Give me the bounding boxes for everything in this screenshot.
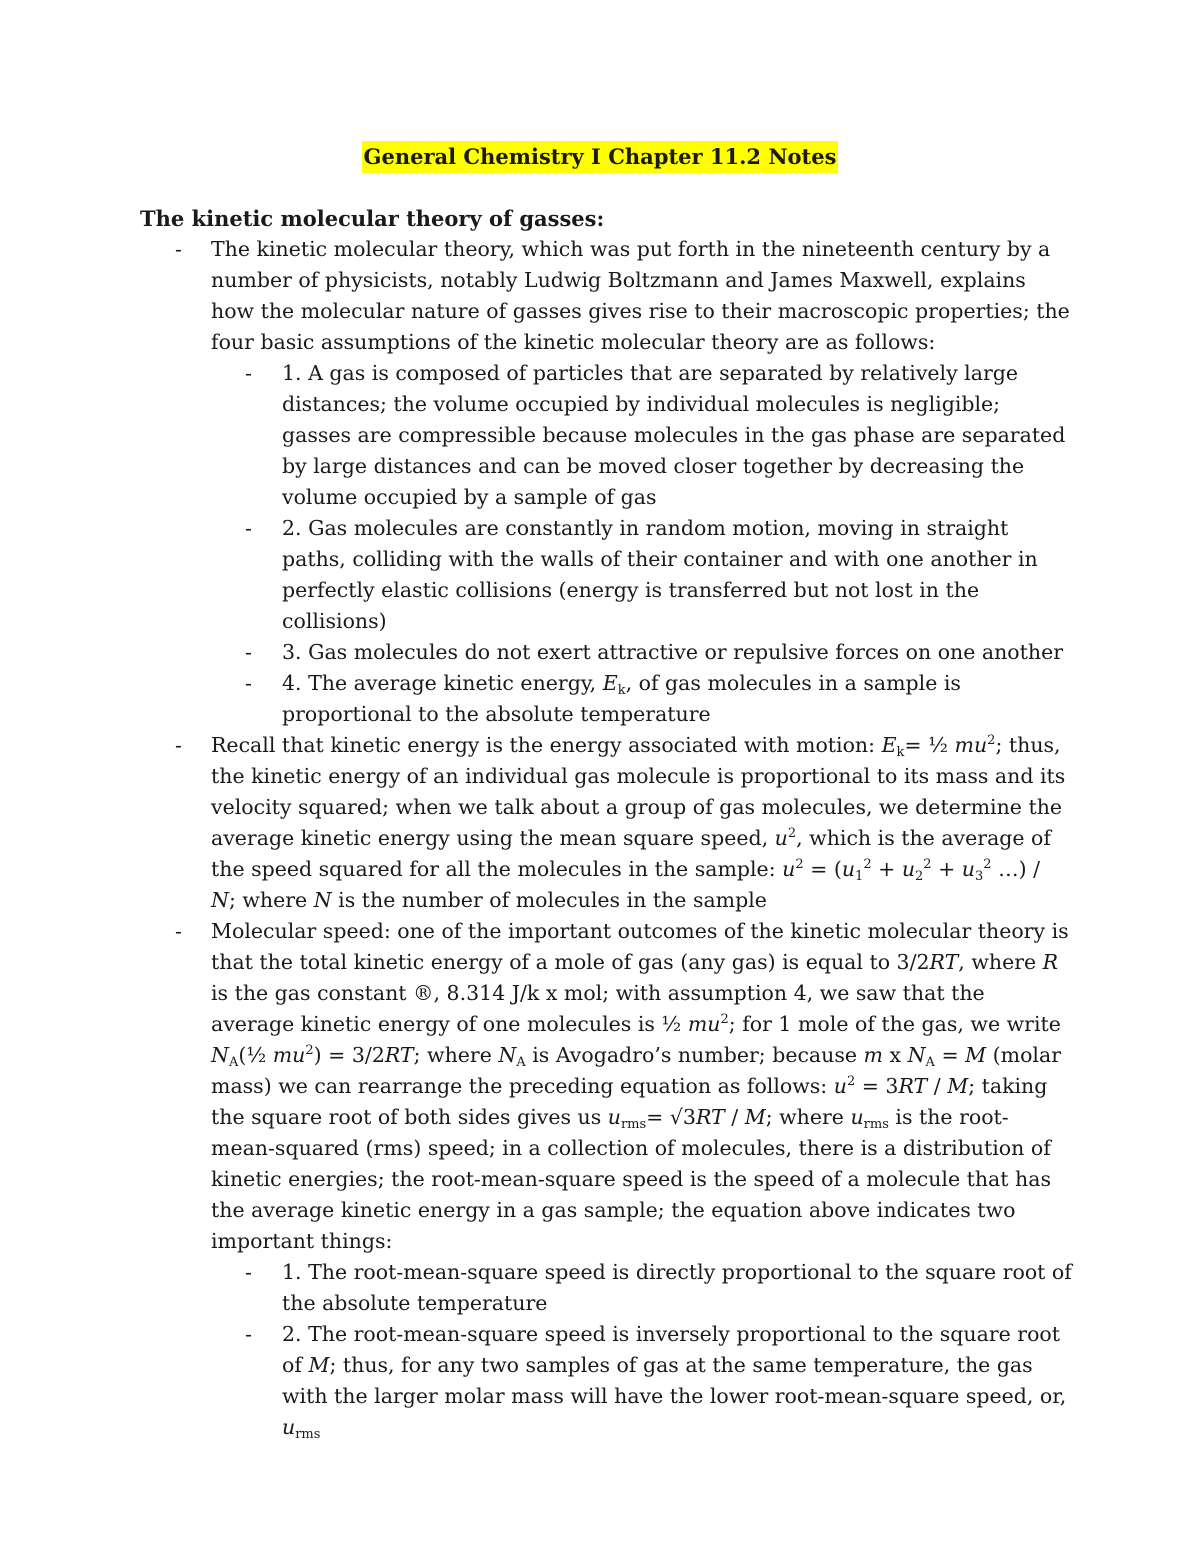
section-heading: The kinetic molecular theory of gasses:	[140, 206, 605, 231]
superscript-2: 2	[795, 857, 804, 872]
symbol-RT: RT	[898, 1074, 928, 1098]
implication-2	[245, 1319, 1072, 1443]
symbol-R: R	[1042, 950, 1059, 974]
bullet-dash: -	[175, 919, 182, 943]
bullet-dash: -	[175, 237, 182, 261]
superscript-2: 2	[305, 1043, 314, 1058]
bullet-dash: -	[245, 671, 252, 695]
assumption-4	[245, 668, 1072, 730]
text-run: = (	[803, 857, 842, 881]
symbol-mu: mu	[954, 733, 988, 757]
text-run: +	[871, 857, 902, 881]
symbol-M: M	[744, 1105, 766, 1129]
implication-text: 1. The root-mean-square speed is directly proportional to the square root of the absolute temperature	[282, 1260, 1072, 1315]
text-run: ; where	[413, 1043, 499, 1067]
text-run: /	[724, 1105, 745, 1129]
symbol-RT: RT	[695, 1105, 725, 1129]
superscript-2: 2	[787, 826, 797, 841]
superscript-2: 2	[846, 1074, 856, 1089]
text-run: Recall that kinetic energy is the energy associated with motion:	[211, 733, 882, 757]
bullet-intro	[175, 234, 1071, 358]
symbol-E: E	[881, 733, 897, 757]
symbol-M: M	[947, 1074, 969, 1098]
bullet-dash: -	[175, 733, 182, 757]
assumption-1	[245, 358, 1072, 513]
subscript-k: k	[617, 683, 626, 698]
text-run: is the gas constant ®, 8.314 J/k x mol; with assumption 4, we saw that the average kinetic energy of one molecules is ½	[211, 981, 985, 1036]
bullet-recall	[175, 730, 1071, 916]
symbol-mu: mu	[272, 1043, 306, 1067]
symbol-RT: RT	[929, 950, 959, 974]
text-run: is the number of molecules in the sample	[331, 888, 767, 912]
symbol-u: u	[607, 1105, 621, 1129]
symbol-u: u	[841, 857, 856, 881]
bullet-dash: -	[245, 640, 252, 664]
text-run: = ½	[904, 733, 955, 757]
assumption-2	[245, 513, 1072, 637]
text-run: , which is the average of the speed squared for all the molecules in the sample:	[211, 826, 1051, 881]
assumption-3	[245, 637, 1072, 668]
symbol-E: E	[602, 671, 618, 695]
text-run: ; where	[765, 1105, 851, 1129]
text-run: 2. The root-mean-square speed is inversely proportional to the square root of	[282, 1322, 1060, 1377]
text-run: = √3	[646, 1105, 696, 1129]
text-run: /	[927, 1074, 948, 1098]
text-run: = 3	[855, 1074, 899, 1098]
symbol-u: u	[850, 1105, 864, 1129]
subscript-A: A	[228, 1055, 239, 1070]
implication-1	[245, 1257, 1072, 1319]
superscript-2: 2	[923, 857, 932, 872]
symbol-u: u	[901, 857, 916, 881]
assumption-text: 3. Gas molecules do not exert attractive or repulsive forces on one another	[282, 640, 1064, 664]
symbol-u: u	[282, 1415, 296, 1439]
subscript-2: 2	[915, 869, 924, 884]
symbol-u: u	[774, 826, 788, 850]
text-run: ; thus, for any two samples of gas at the same temperature, the gas with the larger molar mass will have the lower root-mean-square speed, or,	[282, 1353, 1067, 1408]
symbol-N: N	[211, 1043, 229, 1067]
symbol-N: N	[211, 888, 229, 912]
subscript-3: 3	[975, 869, 984, 884]
text-run: …) /	[991, 857, 1040, 881]
text-run: +	[931, 857, 962, 881]
text-run: , of gas molecules in a sample is proportional to the absolute temperature	[282, 671, 961, 726]
subscript-A: A	[516, 1055, 526, 1070]
page-title: General Chemistry I Chapter 11.2 Notes	[362, 141, 839, 173]
superscript-2: 2	[863, 857, 872, 872]
assumption-text: 1. A gas is composed of particles that are separated by relatively large distances; the volume occupied by individual molecules is negligible; gasses are compressible because molecules in the gas phase are separated by large distances and can be moved closer together by decreasing the volume occupied by a sample of gas	[282, 361, 1066, 509]
subscript-rms: rms	[620, 1117, 647, 1132]
symbol-u: u	[782, 857, 796, 881]
text-run: Molecular speed: one of the important outcomes of the kinetic molecular theory is that the total kinetic energy of a mole of gas (any gas) is equal to 3/2	[211, 919, 1069, 974]
symbol-M: M	[965, 1043, 987, 1067]
text-run: (½	[238, 1043, 273, 1067]
subscript-rms: rms	[863, 1117, 889, 1132]
text-run: =	[934, 1043, 966, 1067]
bullet-dash: -	[245, 1260, 252, 1284]
notes-body	[0, 234, 1200, 1443]
symbol-u: u	[833, 1074, 847, 1098]
symbol-u: u	[961, 857, 975, 881]
assumption-text: 2. Gas molecules are constantly in random motion, moving in straight paths, colliding with the walls of their container and with one another in perfectly elastic collisions (energy is transferred but not lost in the collisions)	[282, 516, 1038, 633]
text-run: ; for 1 mole of the gas, we write	[728, 1012, 1061, 1036]
superscript-2: 2	[987, 733, 996, 748]
symbol-N: N	[907, 1043, 926, 1067]
bullet-dash: -	[245, 361, 252, 385]
subscript-A: A	[925, 1055, 935, 1070]
text-run: ; thus, the kinetic energy of an individual gas molecule is proportional to its mass and its velocity squared; when we talk about a group of gas molecules, we determine the average kinetic energy using the mean square speed,	[211, 733, 1066, 850]
symbol-RT: RT	[384, 1043, 414, 1067]
symbol-N: N	[498, 1043, 517, 1067]
bullet-molecular-speed	[175, 916, 1071, 1257]
superscript-2: 2	[720, 1012, 729, 1027]
title-container	[0, 141, 1200, 173]
text-run: ; where	[228, 888, 314, 912]
subscript-rms: rms	[295, 1427, 321, 1442]
subscript-k: k	[896, 745, 905, 760]
text-run: ) = 3/2	[313, 1043, 385, 1067]
superscript-2: 2	[983, 857, 992, 872]
text-run: ; taking the square root of both sides gives us	[211, 1074, 1048, 1129]
subscript-1: 1	[855, 869, 864, 884]
symbol-M: M	[308, 1353, 330, 1377]
bullet-dash: -	[245, 516, 252, 540]
bullet-dash: -	[245, 1322, 252, 1346]
symbol-N: N	[313, 888, 332, 912]
text-run: is Avogadro’s number; because	[525, 1043, 864, 1067]
symbol-m: m	[863, 1043, 883, 1067]
text-run: 4. The average kinetic energy,	[282, 671, 603, 695]
symbol-mu: mu	[687, 1012, 721, 1036]
intro-text: The kinetic molecular theory, which was put forth in the nineteenth century by a number of physicists, notably Ludwig Boltzmann and James Maxwell, explains how the molecular nature of gasses gives rise to their macroscopic properties; the four basic assumptions of the kinetic molecular theory are as follows:	[211, 237, 1070, 354]
text-run: , where	[958, 950, 1043, 974]
text-run: is the root-mean-squared (rms) speed; in a collection of molecules, there is a distribution of kinetic energies; the root-mean-square speed is the speed of a molecule that has the average kinetic energy in a gas sample; the equation above indicates two important things:	[211, 1105, 1051, 1253]
text-run: x	[882, 1043, 908, 1067]
text-run: (molar mass) we can rearrange the preceding equation as follows:	[211, 1043, 1062, 1098]
